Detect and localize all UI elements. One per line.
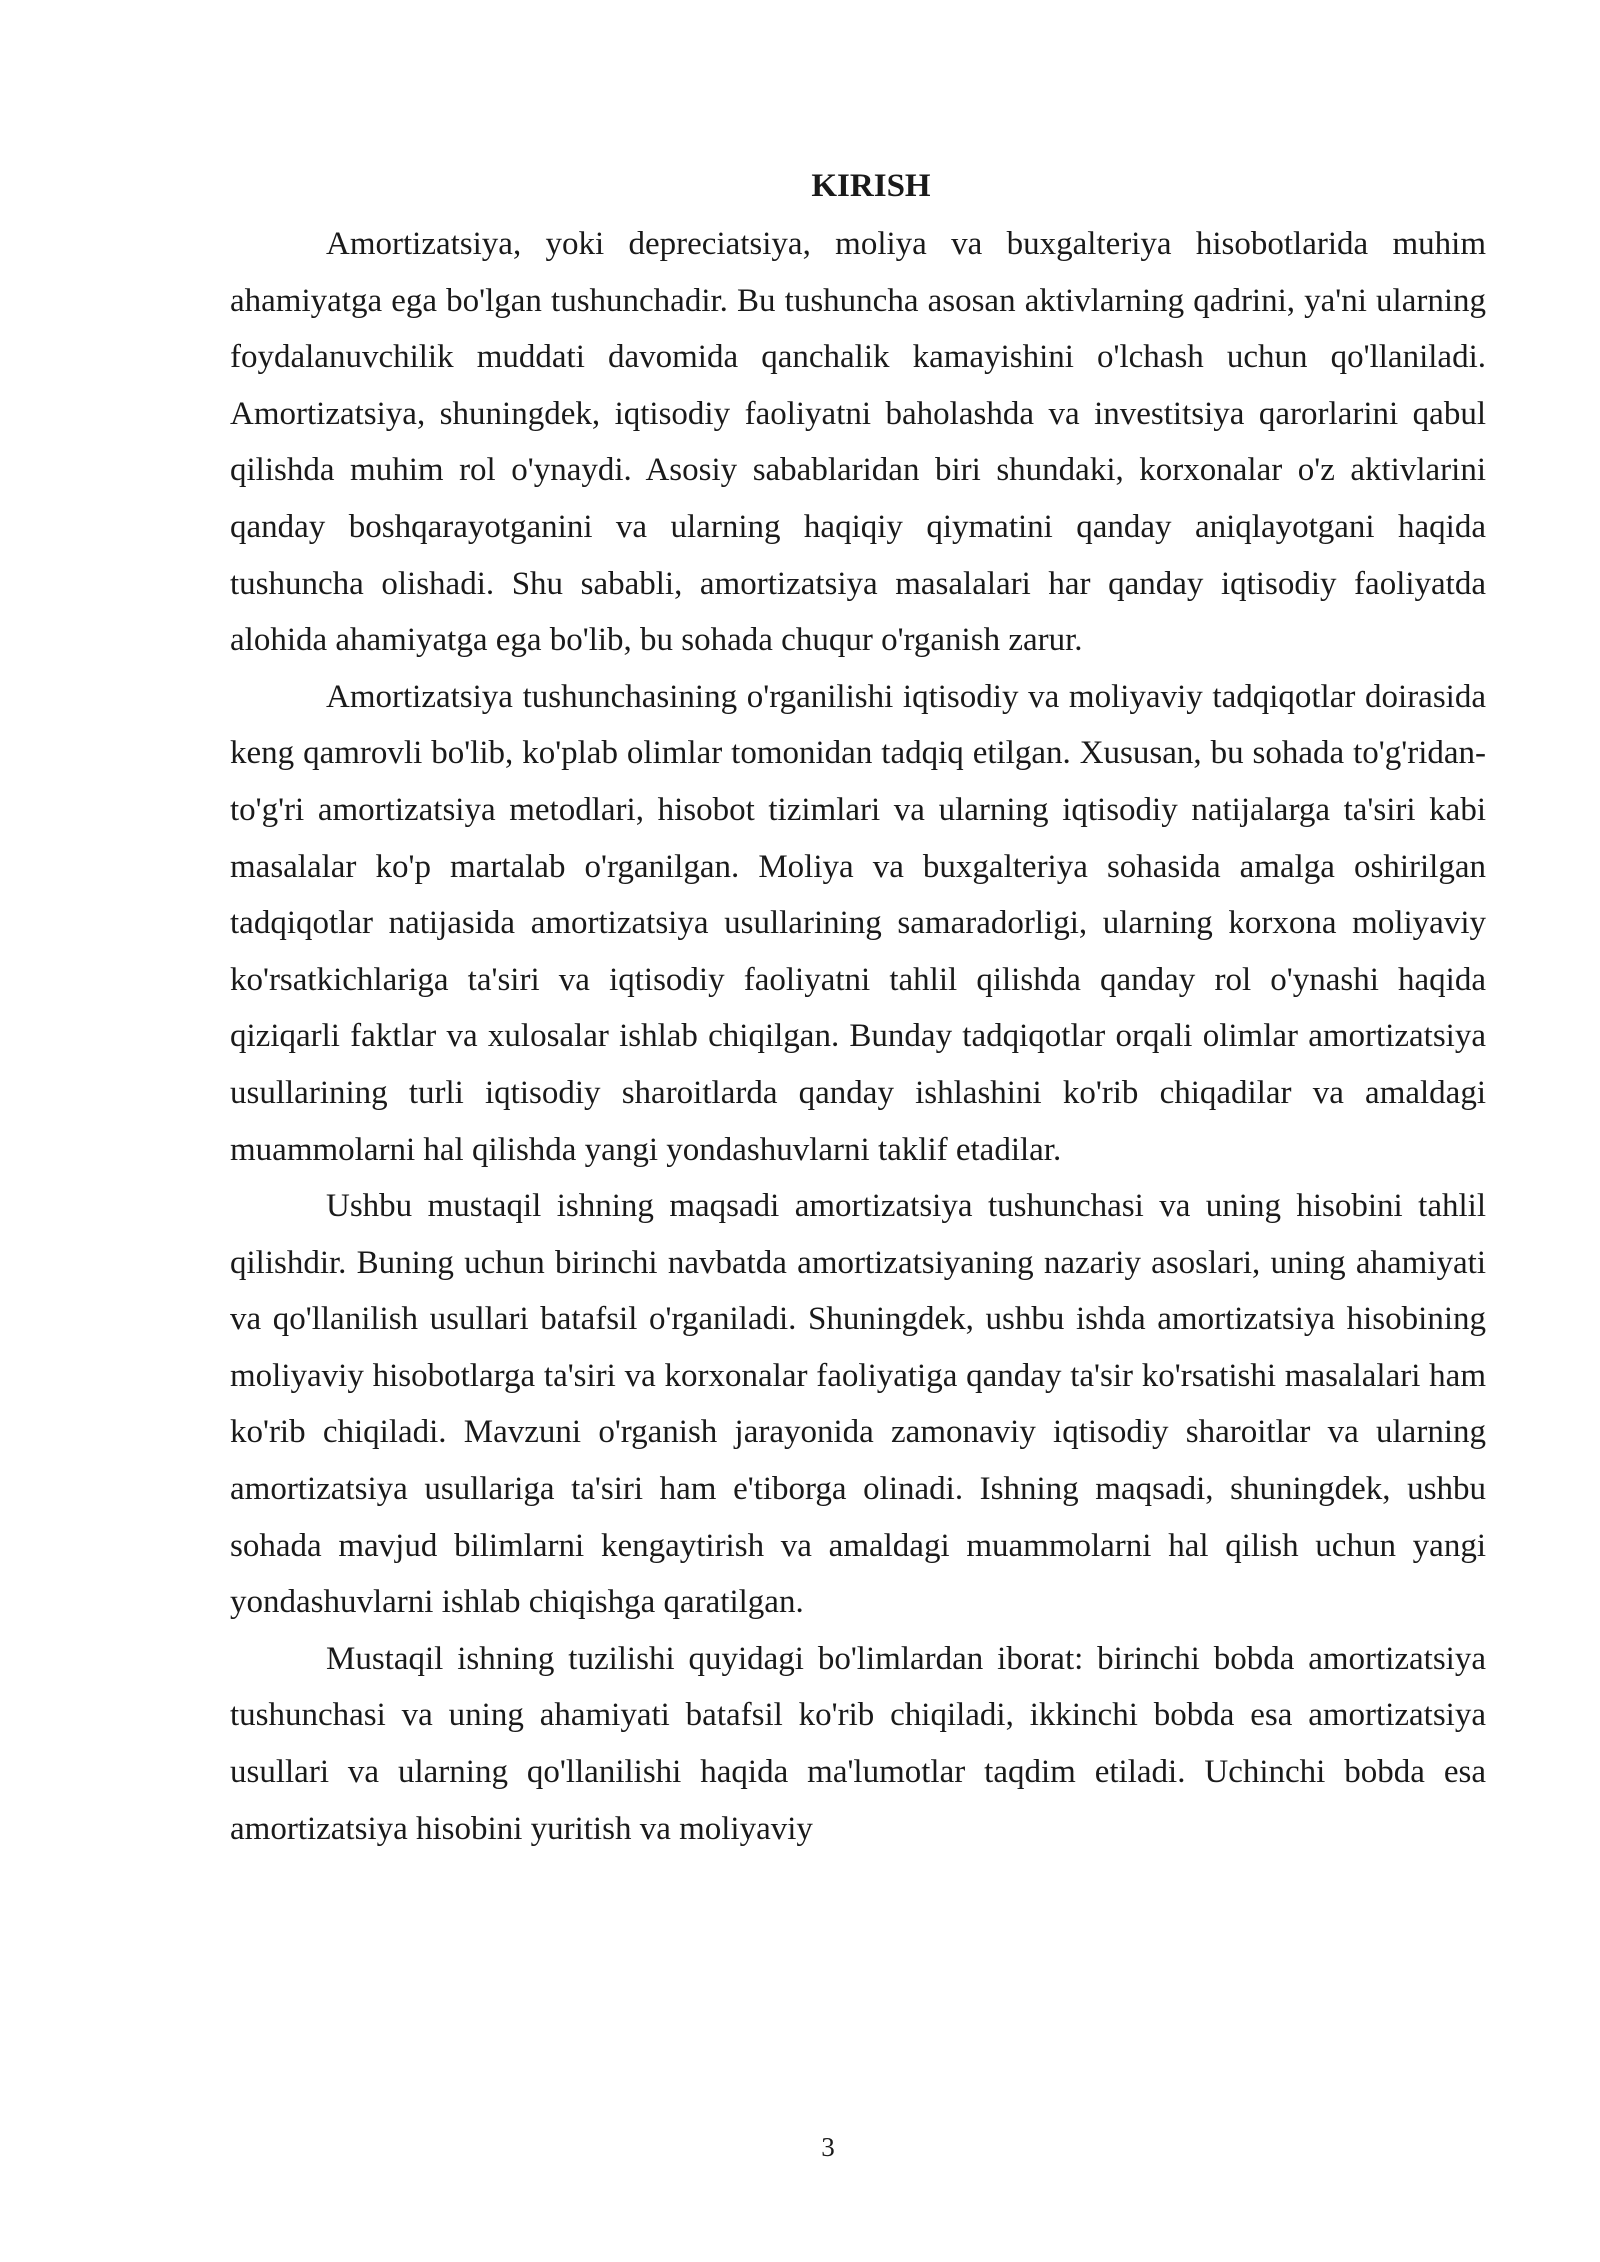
paragraph-2: Amortizatsiya tushunchasining o'rganilishi iqtisodiy va moliyaviy tadqiqotlar doirasida keng qamrovli bo'lib, ko'plab olimlar tomonidan tadqiq etilgan. Xususan, bu sohada to'g'ridan-to'g'ri amortizatsiya metodlari, hisobot tizimlari va ularning iqtisodiy natijalarga ta'siri kabi masalalar ko'p martalab o'rganilgan. Moliya va buxgalteriya sohasida amalga oshirilgan tadqiqotlar natijasida amortizatsiya usullarining samaradorligi, ularning korxona moliyaviy ko'rsatkichlariga ta'siri va iqtisodiy faoliyatni tahlil qilishda qanday rol o'ynashi haqida qiziqarli faktlar va xulosalar ishlab chiqilgan. Bunday tadqiqotlar orqali olimlar amortizatsiya usullarining turli iqtisodiy sharoitlarda qanday ishlashini ko'rib chiqadilar va amaldagi muammolarni hal qilishda yangi yondashuvlarni taklif etadilar.: [230, 678, 1486, 1168]
document-body: [230, 162, 1486, 1857]
paragraph-3: Ushbu mustaqil ishning maqsadi amortizatsiya tushunchasi va uning hisobini tahlil qilishdir. Buning uchun birinchi navbatda amortizatsiyaning nazariy asoslari, uning ahamiyati va qo'llanilish usullari batafsil o'rganiladi. Shuningdek, ushbu ishda amortizatsiya hisobining moliyaviy hisobotlarga ta'siri va korxonalar faoliyatiga qanday ta'sir ko'rsatishi masalalari ham ko'rib chiqiladi. Mavzuni o'rganish jarayonida zamonaviy iqtisodiy sharoitlar va ularning amortizatsiya usullariga ta'siri ham e'tiborga olinadi. Ishning maqsadi, shuningdek, ushbu sohada mavjud bilimlarni kengaytirish va amaldagi muammolarni hal qilish uchun yangi yondashuvlarni ishlab chiqishga qaratilgan.: [230, 1188, 1486, 1621]
section-title: KIRISH: [811, 168, 931, 204]
paragraph-4: Mustaqil ishning tuzilishi quyidagi bo'limlardan iborat: birinchi bobda amortizatsiya tushunchasi va uning ahamiyati batafsil ko'rib chiqiladi, ikkinchi bobda esa amortizatsiya usullari va ularning qo'llanilishi haqida ma'lumotlar taqdim etiladi. Uchinchi bobda esa amortizatsiya hisobini yuritish va moliyaviy: [230, 1640, 1486, 1847]
page-number: 3: [821, 2132, 835, 2162]
paragraph-1: Amortizatsiya, yoki depreciatsiya, moliya va buxgalteriya hisobotlarida muhim ahamiyatga ega bo'lgan tushunchadir. Bu tushuncha asosan aktivlarning qadrini, ya'ni ularning foydalanuvchilik muddati davomida qanchalik kamayishini o'lchash uchun qo'llaniladi. Amortizatsiya, shuningdek, iqtisodiy faoliyatni baholashda va investitsiya qarorlarini qabul qilishda muhim rol o'ynaydi. Asosiy sabablaridan biri shundaki, korxonalar o'z aktivlarini qanday boshqarayotganini va ularning haqiqiy qiymatini qanday aniqlayotgani haqida tushuncha olishadi. Shu sababli, amortizatsiya masalalari har qanday iqtisodiy faoliyatda alohida ahamiyatga ega bo'lib, bu sohada chuqur o'rganish zarur.: [230, 226, 1486, 659]
